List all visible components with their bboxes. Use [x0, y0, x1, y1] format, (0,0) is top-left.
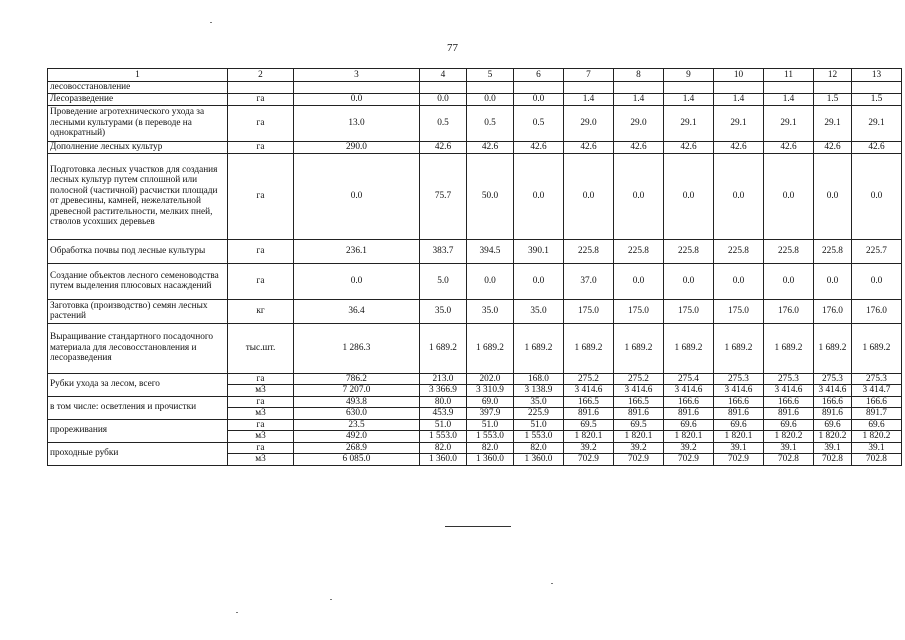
table-row — [48, 263, 902, 299]
value-cell: 75.7 — [420, 153, 467, 239]
row-name: Обработка почвы под лесные культуры — [48, 239, 228, 263]
value-cell: 1 689.2 — [714, 323, 764, 373]
value-cell: 42.6 — [514, 141, 564, 153]
value-cell: 702.9 — [564, 454, 614, 466]
value-cell: 0.0 — [420, 93, 467, 105]
value-cell: 39.1 — [814, 442, 852, 454]
value-cell: 42.6 — [852, 141, 902, 153]
row-unit: м3 — [228, 408, 294, 420]
value-cell: 0.0 — [467, 263, 514, 299]
value-cell: 0.0 — [514, 263, 564, 299]
value-cell: 1 689.2 — [852, 323, 902, 373]
value-cell: 51.0 — [420, 419, 467, 431]
column-header: 6 — [514, 69, 564, 82]
table-row — [48, 299, 902, 323]
value-cell: 6 085.0 — [294, 454, 420, 466]
value-cell: 786.2 — [294, 373, 420, 385]
value-cell: 0.0 — [294, 93, 420, 105]
row-name: Подготовка лесных участков для создания лесных культур путем сплошной или полосной (частичной) расчистки площади от древесины, камней, нежелательной древесной растительности, мелких пней, стволов усохших деревьев — [48, 153, 228, 239]
row-name: прореживания — [48, 419, 228, 442]
value-cell: 891.6 — [614, 408, 664, 420]
value-cell: 891.6 — [814, 408, 852, 420]
value-cell: 702.8 — [852, 454, 902, 466]
table-body — [48, 82, 902, 466]
scan-speck — [210, 22, 212, 23]
value-cell: 0.0 — [852, 263, 902, 299]
value-cell: 0.0 — [614, 263, 664, 299]
value-cell: 1 360.0 — [514, 454, 564, 466]
column-header: 3 — [294, 69, 420, 82]
scan-speck — [330, 599, 332, 600]
value-cell: 23.5 — [294, 419, 420, 431]
value-cell: 0.0 — [664, 153, 714, 239]
value-cell — [852, 82, 902, 94]
row-unit: га — [228, 419, 294, 431]
value-cell: 35.0 — [420, 299, 467, 323]
value-cell: 891.7 — [852, 408, 902, 420]
column-header: 1 — [48, 69, 228, 82]
value-cell: 69.0 — [467, 396, 514, 408]
value-cell: 1 689.2 — [664, 323, 714, 373]
value-cell: 1.5 — [814, 93, 852, 105]
value-cell: 3 138.9 — [514, 385, 564, 397]
column-header: 11 — [764, 69, 814, 82]
value-cell: 225.8 — [564, 239, 614, 263]
value-cell: 225.8 — [764, 239, 814, 263]
value-cell: 1 689.2 — [814, 323, 852, 373]
value-cell: 0.0 — [852, 153, 902, 239]
value-cell: 166.6 — [764, 396, 814, 408]
value-cell: 1.4 — [764, 93, 814, 105]
table-row — [48, 239, 902, 263]
row-name: Рубки ухода за лесом, всего — [48, 373, 228, 396]
value-cell: 166.5 — [614, 396, 664, 408]
column-header: 13 — [852, 69, 902, 82]
value-cell — [294, 82, 420, 94]
value-cell: 35.0 — [514, 299, 564, 323]
value-cell: 1 820.1 — [614, 431, 664, 443]
header-row — [48, 69, 902, 82]
value-cell: 176.0 — [852, 299, 902, 323]
value-cell: 39.1 — [852, 442, 902, 454]
table-row — [48, 93, 902, 105]
value-cell: 39.1 — [714, 442, 764, 454]
row-name: лесовосстановление — [48, 82, 228, 94]
value-cell: 0.5 — [467, 105, 514, 141]
value-cell: 702.8 — [764, 454, 814, 466]
value-cell: 275.3 — [714, 373, 764, 385]
value-cell: 42.6 — [467, 141, 514, 153]
value-cell: 225.8 — [714, 239, 764, 263]
row-unit: м3 — [228, 385, 294, 397]
value-cell: 166.6 — [714, 396, 764, 408]
value-cell: 1 820.1 — [714, 431, 764, 443]
value-cell: 69.5 — [614, 419, 664, 431]
value-cell: 175.0 — [664, 299, 714, 323]
value-cell: 51.0 — [514, 419, 564, 431]
value-cell: 397.9 — [467, 408, 514, 420]
value-cell: 202.0 — [467, 373, 514, 385]
value-cell: 166.6 — [664, 396, 714, 408]
value-cell: 268.9 — [294, 442, 420, 454]
row-name: в том числе: осветления и прочистки — [48, 396, 228, 419]
value-cell: 29.0 — [614, 105, 664, 141]
value-cell: 702.8 — [814, 454, 852, 466]
value-cell: 493.8 — [294, 396, 420, 408]
value-cell: 0.0 — [714, 153, 764, 239]
value-cell: 69.6 — [714, 419, 764, 431]
value-cell: 42.6 — [714, 141, 764, 153]
table-row — [48, 105, 902, 141]
value-cell: 1 286.3 — [294, 323, 420, 373]
value-cell: 166.5 — [564, 396, 614, 408]
scan-speck — [236, 612, 238, 613]
value-cell: 0.0 — [814, 153, 852, 239]
table-row — [48, 396, 902, 408]
column-header: 8 — [614, 69, 664, 82]
value-cell: 39.1 — [764, 442, 814, 454]
value-cell — [564, 82, 614, 94]
value-cell: 166.6 — [814, 396, 852, 408]
value-cell — [814, 82, 852, 94]
value-cell: 213.0 — [420, 373, 467, 385]
value-cell: 0.0 — [467, 93, 514, 105]
value-cell: 176.0 — [764, 299, 814, 323]
row-unit: м3 — [228, 431, 294, 443]
value-cell: 3 414.6 — [814, 385, 852, 397]
value-cell: 1 689.2 — [514, 323, 564, 373]
value-cell: 42.6 — [764, 141, 814, 153]
value-cell: 383.7 — [420, 239, 467, 263]
table-row — [48, 442, 902, 454]
page-number: 77 — [447, 42, 458, 54]
value-cell: 390.1 — [514, 239, 564, 263]
value-cell: 275.2 — [614, 373, 664, 385]
value-cell: 3 414.6 — [664, 385, 714, 397]
row-unit: га — [228, 153, 294, 239]
value-cell: 29.1 — [814, 105, 852, 141]
value-cell: 1 689.2 — [614, 323, 664, 373]
table-row — [48, 153, 902, 239]
scan-speck — [551, 583, 553, 584]
value-cell: 1 820.1 — [664, 431, 714, 443]
value-cell: 166.6 — [852, 396, 902, 408]
value-cell: 69.6 — [664, 419, 714, 431]
value-cell: 0.0 — [664, 263, 714, 299]
value-cell — [467, 82, 514, 94]
value-cell: 225.9 — [514, 408, 564, 420]
value-cell: 39.2 — [664, 442, 714, 454]
value-cell: 39.2 — [564, 442, 614, 454]
column-header: 4 — [420, 69, 467, 82]
value-cell: 0.0 — [294, 263, 420, 299]
value-cell: 168.0 — [514, 373, 564, 385]
row-unit: м3 — [228, 454, 294, 466]
column-header: 9 — [664, 69, 714, 82]
value-cell: 1 689.2 — [564, 323, 614, 373]
row-unit — [228, 82, 294, 94]
value-cell: 0.0 — [764, 263, 814, 299]
value-cell: 3 414.7 — [852, 385, 902, 397]
value-cell: 29.1 — [714, 105, 764, 141]
row-unit: га — [228, 396, 294, 408]
value-cell: 1.4 — [614, 93, 664, 105]
value-cell — [714, 82, 764, 94]
value-cell: 5.0 — [420, 263, 467, 299]
value-cell: 702.9 — [664, 454, 714, 466]
value-cell: 35.0 — [467, 299, 514, 323]
value-cell: 3 414.6 — [764, 385, 814, 397]
value-cell: 175.0 — [564, 299, 614, 323]
value-cell: 0.5 — [420, 105, 467, 141]
value-cell: 1 689.2 — [467, 323, 514, 373]
value-cell: 176.0 — [814, 299, 852, 323]
value-cell: 37.0 — [564, 263, 614, 299]
value-cell: 394.5 — [467, 239, 514, 263]
row-name: Создание объектов лесного семеноводства путем выделения плюсовых насаждений — [48, 263, 228, 299]
value-cell: 1 360.0 — [420, 454, 467, 466]
row-unit: га — [228, 263, 294, 299]
value-cell: 0.0 — [714, 263, 764, 299]
value-cell: 1 553.0 — [514, 431, 564, 443]
row-name: Заготовка (производство) семян лесных растений — [48, 299, 228, 323]
row-unit: га — [228, 373, 294, 385]
value-cell: 225.8 — [814, 239, 852, 263]
value-cell — [614, 82, 664, 94]
value-cell: 275.3 — [814, 373, 852, 385]
table-row — [48, 419, 902, 431]
value-cell: 3 414.6 — [564, 385, 614, 397]
value-cell: 0.5 — [514, 105, 564, 141]
value-cell: 290.0 — [294, 141, 420, 153]
column-header: 7 — [564, 69, 614, 82]
value-cell: 702.9 — [714, 454, 764, 466]
value-cell: 492.0 — [294, 431, 420, 443]
value-cell: 702.9 — [614, 454, 664, 466]
value-cell: 225.7 — [852, 239, 902, 263]
value-cell: 69.6 — [852, 419, 902, 431]
value-cell: 1 553.0 — [467, 431, 514, 443]
value-cell: 3 414.6 — [714, 385, 764, 397]
value-cell: 175.0 — [714, 299, 764, 323]
value-cell: 891.6 — [664, 408, 714, 420]
value-cell: 1 820.2 — [814, 431, 852, 443]
value-cell: 891.6 — [564, 408, 614, 420]
value-cell: 82.0 — [420, 442, 467, 454]
value-cell: 1 360.0 — [467, 454, 514, 466]
value-cell: 82.0 — [467, 442, 514, 454]
value-cell: 0.0 — [514, 93, 564, 105]
row-unit: га — [228, 105, 294, 141]
value-cell: 69.5 — [564, 419, 614, 431]
value-cell: 453.9 — [420, 408, 467, 420]
value-cell: 39.2 — [614, 442, 664, 454]
value-cell: 175.0 — [614, 299, 664, 323]
value-cell: 1 820.2 — [764, 431, 814, 443]
row-unit: га — [228, 442, 294, 454]
value-cell: 82.0 — [514, 442, 564, 454]
value-cell: 0.0 — [814, 263, 852, 299]
table-row — [48, 373, 902, 385]
value-cell: 225.8 — [614, 239, 664, 263]
value-cell: 1 689.2 — [420, 323, 467, 373]
value-cell: 1.5 — [852, 93, 902, 105]
value-cell: 1 820.1 — [564, 431, 614, 443]
value-cell: 36.4 — [294, 299, 420, 323]
column-header: 5 — [467, 69, 514, 82]
value-cell: 0.0 — [564, 153, 614, 239]
row-unit: га — [228, 141, 294, 153]
table-row — [48, 141, 902, 153]
value-cell: 225.8 — [664, 239, 714, 263]
value-cell: 7 207.0 — [294, 385, 420, 397]
value-cell: 1.4 — [564, 93, 614, 105]
value-cell: 1.4 — [664, 93, 714, 105]
value-cell — [764, 82, 814, 94]
value-cell: 891.6 — [714, 408, 764, 420]
row-unit: кг — [228, 299, 294, 323]
value-cell — [420, 82, 467, 94]
value-cell: 50.0 — [467, 153, 514, 239]
value-cell: 891.6 — [764, 408, 814, 420]
value-cell: 0.0 — [764, 153, 814, 239]
value-cell: 275.4 — [664, 373, 714, 385]
row-name: проходные рубки — [48, 442, 228, 465]
value-cell: 0.0 — [514, 153, 564, 239]
value-cell: 42.6 — [814, 141, 852, 153]
value-cell: 29.1 — [852, 105, 902, 141]
value-cell: 29.1 — [764, 105, 814, 141]
row-name: Проведение агротехнического ухода за лесными культурами (в переводе на однократный) — [48, 105, 228, 141]
value-cell: 29.1 — [664, 105, 714, 141]
value-cell: 42.6 — [564, 141, 614, 153]
table-row — [48, 82, 902, 94]
value-cell: 1 820.2 — [852, 431, 902, 443]
row-name: Лесоразведение — [48, 93, 228, 105]
value-cell: 51.0 — [467, 419, 514, 431]
value-cell: 69.6 — [764, 419, 814, 431]
value-cell: 42.6 — [664, 141, 714, 153]
forestry-table — [47, 68, 902, 466]
value-cell: 275.3 — [764, 373, 814, 385]
column-header: 12 — [814, 69, 852, 82]
value-cell: 35.0 — [514, 396, 564, 408]
value-cell: 275.2 — [564, 373, 614, 385]
value-cell: 630.0 — [294, 408, 420, 420]
value-cell: 13.0 — [294, 105, 420, 141]
row-unit: га — [228, 93, 294, 105]
value-cell: 0.0 — [614, 153, 664, 239]
value-cell: 1.4 — [714, 93, 764, 105]
value-cell: 3 414.6 — [614, 385, 664, 397]
value-cell — [514, 82, 564, 94]
row-name: Дополнение лесных культур — [48, 141, 228, 153]
value-cell: 3 310.9 — [467, 385, 514, 397]
row-name: Выращивание стандартного посадочного материала для лесовосстановления и лесоразведения — [48, 323, 228, 373]
value-cell: 80.0 — [420, 396, 467, 408]
value-cell: 42.6 — [420, 141, 467, 153]
value-cell: 29.0 — [564, 105, 614, 141]
value-cell: 0.0 — [294, 153, 420, 239]
value-cell: 1 553.0 — [420, 431, 467, 443]
value-cell: 42.6 — [614, 141, 664, 153]
value-cell — [664, 82, 714, 94]
value-cell: 3 366.9 — [420, 385, 467, 397]
value-cell: 1 689.2 — [764, 323, 814, 373]
row-unit: га — [228, 239, 294, 263]
footer-rule — [445, 526, 511, 527]
column-header: 10 — [714, 69, 764, 82]
value-cell: 69.6 — [814, 419, 852, 431]
value-cell: 236.1 — [294, 239, 420, 263]
value-cell: 275.3 — [852, 373, 902, 385]
column-header: 2 — [228, 69, 294, 82]
table-row — [48, 323, 902, 373]
row-unit: тыс.шт. — [228, 323, 294, 373]
